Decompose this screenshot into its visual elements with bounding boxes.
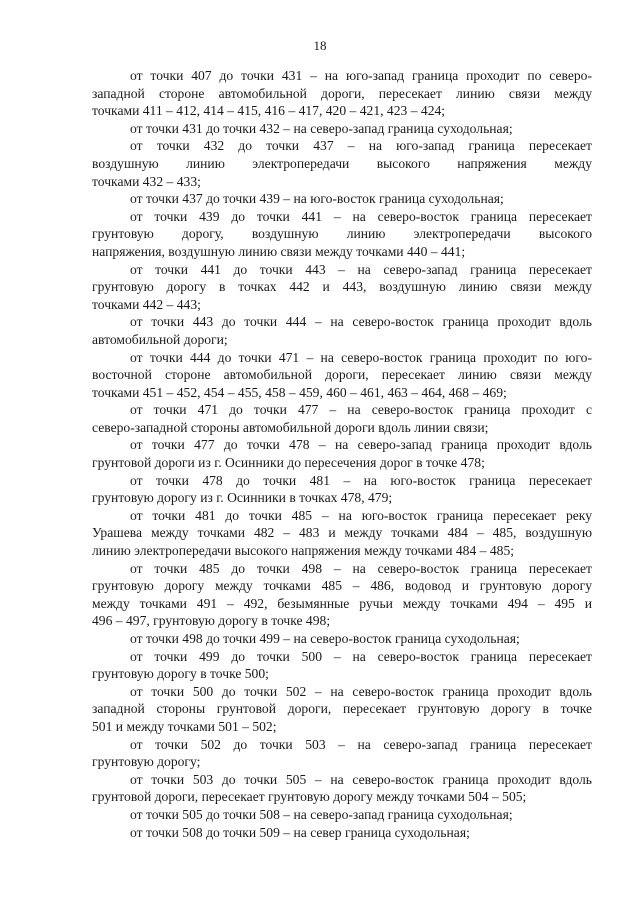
- text-line: 501 и между точками 501 – 502;: [92, 718, 277, 734]
- paragraph: [92, 120, 592, 138]
- text-line: западной стороне автомобильной дороги, пересекает линию связи между: [92, 85, 592, 101]
- text-line: от точки 485 до точки 498 – на северо-восток граница пересекает: [130, 560, 592, 576]
- document-body: [92, 67, 592, 841]
- text-line: от точки 477 до точки 478 – на северо-запад граница проходит вдоль: [130, 437, 592, 453]
- paragraph: [92, 736, 592, 771]
- text-line: точками 442 – 443;: [92, 296, 201, 312]
- text-line: воздушную линию электропередачи высокого напряжения между: [92, 155, 592, 171]
- text-line: от точки 502 до точки 503 – на северо-запад граница пересекает: [130, 736, 592, 752]
- text-line: от точки 500 до точки 502 – на северо-восток граница проходит вдоль: [130, 683, 592, 699]
- text-line: от точки 432 до точки 437 – на юго-запад граница пересекает: [130, 138, 592, 154]
- paragraph: [92, 208, 592, 261]
- text-line: от точки 499 до точки 500 – на северо-восток граница пересекает: [130, 648, 592, 664]
- text-line: от точки 431 до точки 432 – на северо-запад граница суходольная;: [130, 120, 513, 136]
- paragraph: [92, 313, 592, 348]
- text-line: от точки 441 до точки 443 – на северо-запад граница пересекает: [130, 261, 592, 277]
- paragraph: [92, 648, 592, 683]
- text-line: грунтовую дорогу между точками 485 – 486, водовод и грунтовую дорогу: [92, 578, 592, 594]
- text-line: Урашева между точками 482 – 483 и между точками 484 – 485, воздушную: [92, 525, 592, 541]
- text-line: точками 411 – 412, 414 – 415, 416 – 417, 420 – 421, 423 – 424;: [92, 103, 446, 119]
- text-line: от точки 505 до точки 508 – на северо-запад граница суходольная;: [130, 806, 513, 822]
- paragraph: [92, 190, 592, 208]
- text-line: линию электропередачи высокого напряжения между точками 484 – 485;: [92, 543, 515, 559]
- text-line: грунтовую дорогу в точках 442 и 443, воздушную линию связи между: [92, 279, 592, 295]
- text-line: 496 – 497, грунтовую дорогу в точке 498;: [92, 613, 331, 629]
- paragraph: [92, 683, 592, 736]
- text-line: грунтовой дороги из г. Осинники до пересечения дорог в точке 478;: [92, 455, 485, 471]
- paragraph: [92, 137, 592, 190]
- paragraph: [92, 349, 592, 402]
- paragraph: [92, 560, 592, 630]
- paragraph: [92, 630, 592, 648]
- text-line: от точки 478 до точки 481 – на юго-восток граница пересекает: [130, 472, 592, 488]
- paragraph: [92, 771, 592, 806]
- text-line: грунтовую дорогу, воздушную линию электропередачи высокого: [92, 226, 592, 242]
- text-line: от точки 444 до точки 471 – на северо-восток граница проходит по юго-: [130, 349, 592, 365]
- text-line: напряжения, воздушную линию связи между точками 440 – 441;: [92, 243, 466, 259]
- text-line: западной стороны грунтовой дороги, пересекает грунтовую дорогу в точке: [92, 701, 592, 717]
- text-line: грунтовой дороги, пересекает грунтовую дорогу между точками 504 – 505;: [92, 789, 527, 805]
- paragraph: [92, 806, 592, 824]
- text-line: автомобильной дороги;: [92, 331, 228, 347]
- text-line: восточной стороне автомобильной дороги, пересекает линию связи между: [92, 367, 592, 383]
- text-line: от точки 508 до точки 509 – на север граница суходольная;: [130, 824, 470, 840]
- paragraph: [92, 507, 592, 560]
- text-line: грунтовую дорогу;: [92, 754, 201, 770]
- paragraph: [92, 67, 592, 120]
- paragraph: [92, 472, 592, 507]
- text-line: между точками 491 – 492, безымянные ручьи между точками 494 – 495 и: [92, 595, 592, 611]
- text-line: от точки 498 до точки 499 – на северо-восток граница суходольная;: [130, 631, 520, 646]
- text-line: грунтовую дорогу из г. Осинники в точках 478, 479;: [92, 490, 393, 506]
- text-line: от точки 481 до точки 485 – на юго-восток граница пересекает реку: [130, 507, 592, 523]
- page-number: 18: [313, 38, 327, 53]
- text-line: точками 451 – 452, 454 – 455, 458 – 459, 460 – 461, 463 – 464, 468 – 469;: [92, 384, 507, 400]
- paragraph: [92, 824, 592, 842]
- text-line: грунтовую дорогу в точке 500;: [92, 666, 269, 682]
- text-line: от точки 437 до точки 439 – на юго-восток граница суходольная;: [130, 191, 504, 207]
- text-line: от точки 407 до точки 431 – на юго-запад граница проходит по северо-: [130, 68, 592, 83]
- paragraph: [92, 261, 592, 314]
- text-line: от точки 503 до точки 505 – на северо-восток граница проходит вдоль: [130, 771, 592, 787]
- paragraph: [92, 436, 592, 471]
- paragraph: [92, 401, 592, 436]
- text-line: от точки 439 до точки 441 – на северо-восток граница пересекает: [130, 208, 592, 224]
- text-line: северо-западной стороны автомобильной дороги вдоль линии связи;: [92, 419, 489, 435]
- text-line: от точки 443 до точки 444 – на северо-восток граница проходит вдоль: [130, 314, 592, 330]
- text-line: от точки 471 до точки 477 – на северо-восток граница проходит с: [130, 402, 592, 418]
- text-line: точками 432 – 433;: [92, 173, 201, 189]
